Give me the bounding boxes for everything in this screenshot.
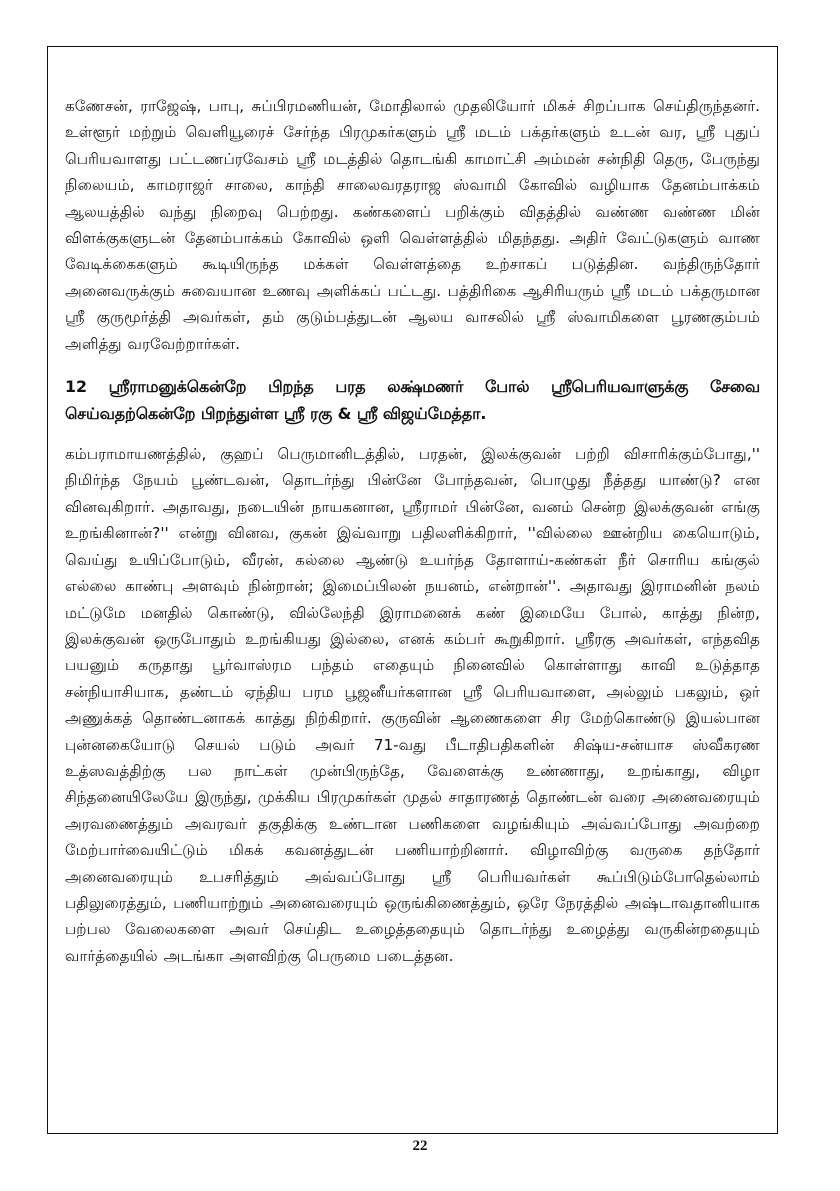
body-paragraph-1: கணேசன், ராஜேஷ், பாபு, சுப்பிரமணியன், மோதிலால் முதலியோர் மிகச் சிறப்பாக செய்திருந்தனர். உள்ளூர் மற்றும் வெளியூரைச் சேர்ந்த பிரமுகர்களும் ஸ்ரீ மடம் பக்தர்களும் உடன் வர, ஸ்ரீ புதுப் பெரியவாளது பட்டணப்ரவேசம் ஸ்ரீ மடத்தில் தொடங்கி காமாட்சி அம்மன் சன்நிதி தெரு, பேருந்து நிலையம், காமராஜர் சாலை, காந்தி சாலைவரதராஜ ஸ்வாமி கோவில் வழியாக தேனம்பாக்கம் ஆலயத்தில் வந்து நிறைவு பெற்றது. கண்களைப் பறிக்கும் விதத்தில் வண்ண வண்ண மின் விளக்குகளுடன் தேனம்பாக்கம் கோவில் ஒளி வெள்ளத்தில் மிதந்தது. அதிர் வேட்டுகளும் வாண வேடிக்கைகளும் கூடியிருந்த மக்கள் வெள்ளத்தை உற்சாகப் படுத்தின. வந்திருந்தோர் அனைவருக்கும் சுவையான உணவு அளிக்கப் பட்டது. பத்திரிகை ஆசிரியரும் ஸ்ரீ மடம் பக்தருமான ஸ்ரீ குருமூர்த்தி அவர்கள், தம் குடும்பத்துடன் ஆலய வாசலில் ஸ்ரீ ஸ்வாமிகளை பூரணகும்பம் அளித்து வரவேற்றார்கள். <box>65 97 760 353</box>
body-paragraph-2: கம்பராமாயணத்தில், குஹப் பெருமானிடத்தில், பரதன், இலக்குவன் பற்றி விசாரிக்கும்போது,'' நிமிர்ந்த நேயம் பூண்டவன், தொடர்ந்து பின்னே போந்தவன், பொழுது நீத்தது யாண்டு? என வினவுகிறார். அதாவது, நடையின் நாயகனான, ஸ்ரீராமர் பின்னே, வனம் சென்ற இலக்குவன் எங்கு உறங்கினான்?'' என்று வினவ, குகன் இவ்வாறு பதிலளிக்கிறார், ''வில்லை ஊன்றிய கையொடும், வெய்து உயிப்போடும், வீரன், கல்லை ஆண்டு உயர்ந்த தோளாய்-கண்கள் நீர் சொரிய கங்குல் எல்லை காண்பு அளவும் நின்றான்; இமைப்பிலன் நயனம், என்றான்''. அதாவது இராமனின் நலம் மட்டுமே மனதில் கொண்டு, வில்லேந்தி இராமனைக் கண் இமையே போல், காத்து நின்ற, இலக்குவன் ஒருபோதும் உறங்கியது இல்லை, எனக் கம்பர் கூறுகிறார். ஸ்ரீரகு அவர்கள், எந்தவித பயனும் கருதாது பூர்வாஸ்ரம பந்தம் எதையும் நினைவில் கொள்ளாது காவி உடுத்தாத சன்நியாசியாக, தண்டம் ஏந்திய பரம பூஜனீயர்களான ஸ்ரீ பெரியவாளை, அல்லும் பகலும், ஒர் அணுக்கத் தொண்டனாகக் காத்து நிற்கிறார். குருவின் ஆணைகளை சிர மேற்கொண்டு இயல்பான புன்னகையோடு செயல் படும் அவர் 71-வது பீடாதிபதிகளின் சிஷ்ய-சன்யாச ஸ்வீகரண உத்ஸவத்திற்கு பல நாட்கள் முன்பிருந்தே, வேளைக்கு உண்ணாது, உறங்காது, விழா சிந்தனையிலேயே இருந்து, முக்கிய பிரமுகர்கள் முதல் சாதாரணத் தொண்டன் வரை அனைவரையும் அரவணைத்தும் அவரவர் தகுதிக்கு உண்டான பணிகளை வழங்கியும் அவ்வப்போது அவற்றை மேற்பார்வையிட்டும் மிகக் கவனத்துடன் பணியாற்றினார். விழாவிற்கு வருகை தந்தோர் அனைவரையும் உபசரித்தும் அவ்வப்போது ஸ்ரீ பெரியவர்கள் கூப்பிடும்போதெல்லாம் பதிலுரைத்தும், பணியாற்றும் அனைவரையும் ஒருங்கிணைத்தும், ஒரே நேரத்தில் அஷ்டாவதானியாக பற்பல வேலைகளை அவர் செய்திட உழைத்ததையும் தொடர்ந்து உழைத்து வருகின்றதையும் வார்த்தையில் அடங்கா அளவிற்கு பெருமை படைத்தன. <box>65 445 760 965</box>
section-heading: 12 ஸ்ரீராமனுக்கென்றே பிறந்த பரத லக்ஷ்மணர் போல் ஸ்ரீபெரியவாளுக்கு சேவை செய்வதற்கென்றே பிறந்துள்ள ஸ்ரீ ரகு & ஸ்ரீ விஜய்மேத்தா. <box>65 377 760 424</box>
page-number: 22 <box>412 1138 428 1154</box>
page-body <box>65 93 760 969</box>
